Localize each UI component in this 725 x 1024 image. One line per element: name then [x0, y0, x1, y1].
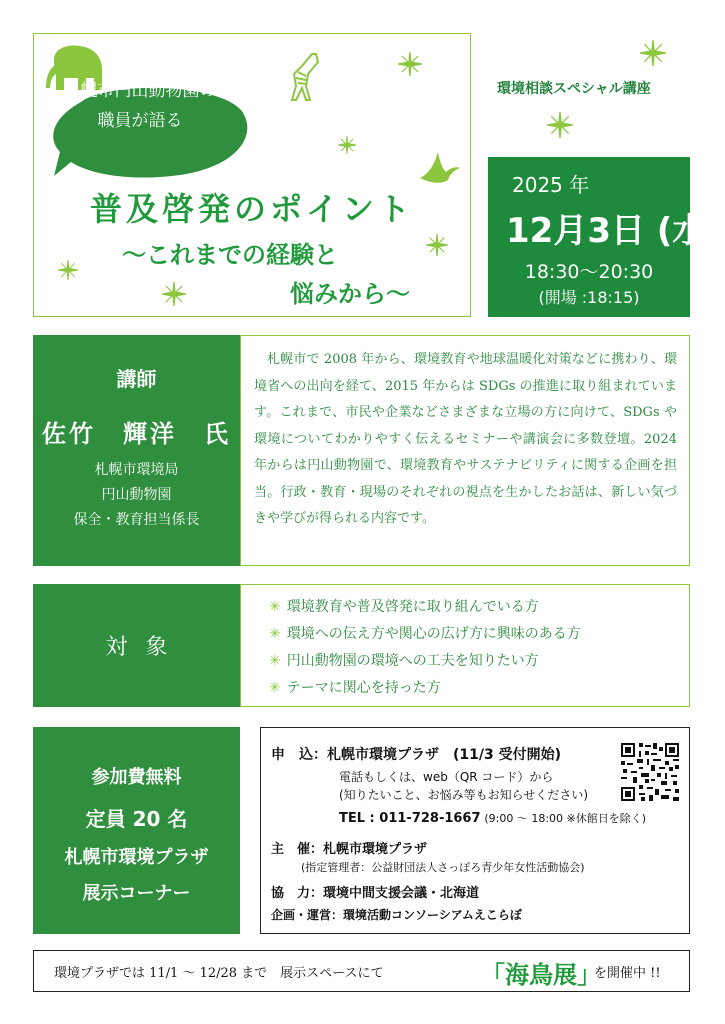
series-name: 環境相談スペシャル講座: [497, 81, 651, 97]
event-date: 12月3日 (水): [506, 211, 722, 251]
sparkle-icon: [547, 112, 573, 138]
lecturer-affiliation: 札幌市環境局: [94, 462, 179, 478]
list-item: [269, 675, 689, 702]
bubble-line-2: 職員が語る: [97, 111, 183, 131]
event-title: 普及啓発のポイント: [90, 190, 415, 228]
list-item: [269, 648, 689, 675]
tel-line: [339, 810, 646, 826]
coop-org: 環境中間支援会議・北海道: [323, 886, 480, 901]
fee-text: 参加費無料: [91, 767, 182, 788]
event-time: 18:30〜20:30: [524, 261, 654, 283]
target-item: 環境教育や普及啓発に取り組んでいる方: [286, 599, 539, 615]
planning-line: 企画・運営：環境活動コンソーシアムえこらぼ: [271, 908, 522, 922]
lecturer-affiliation: 保全・教育担当係長: [73, 512, 200, 528]
tel-hours: (9:00 〜 18:00 ※休館日を除く): [484, 812, 647, 825]
zebra-icon: [286, 52, 326, 102]
host-note: (指定管理者：公益財団法人さっぽろ青少年女性活動協会): [301, 861, 585, 874]
lecturer-panel: [33, 335, 240, 566]
target-panel: [33, 584, 240, 707]
lecturer-bio-box: [240, 335, 690, 566]
lecturer-affiliation: 円山動物園: [101, 487, 172, 503]
lecturer-role: 講師: [116, 367, 157, 391]
host-org: 札幌市環境プラザ: [323, 842, 428, 857]
sparkle-icon: ✳: [269, 653, 281, 669]
sparkle-icon: [162, 282, 186, 306]
info-panel: [33, 727, 240, 934]
target-item: テーマに関心を持った方: [286, 680, 441, 696]
venue-text: 札幌市環境プラザ: [64, 847, 209, 868]
banner-text: 環境プラザでは 11/1 〜 12/28 まで 展示スペースにて: [54, 966, 384, 981]
sparkle-icon: ✳: [269, 626, 281, 642]
event-subtitle-line-1: 〜これまでの経験と: [122, 240, 338, 269]
target-item: 環境への伝え方や関心の広げ方に興味のある方: [286, 626, 581, 642]
banner-end: を開催中 !!: [594, 966, 661, 981]
capacity-text: 定員 20 名: [85, 807, 188, 831]
sparkle-icon: [640, 40, 666, 66]
qr-code[interactable]: [621, 743, 679, 801]
lecturer-bio: 札幌市で 2008 年から、環境教育や地球温暖化対策などに携わり、環境省への出向を経て、2015 年からは SDGs の推進に取り組まれています。これまで、市民や企業などさまざまな立場の方に向けて、SDGs や環境についてわかりやすく伝えるセミナーや講演会に多数登壇。2024 年からは円山動物園で、環境教育やサステナビリティに関する企画を担当。行政・教育・現場のそれぞれの視点を生かしたお話は、新しい気づきや学びが得られる内容です。: [254, 352, 677, 526]
date-box: [488, 157, 722, 317]
door-open-time: (開場 :18:15): [538, 288, 640, 307]
host-line: [271, 838, 427, 857]
target-list: [240, 584, 690, 707]
list-item: [269, 621, 689, 648]
lecturer-name: 佐竹 輝洋 氏: [42, 419, 231, 448]
host-label: 主 催：: [271, 842, 324, 857]
coop-label: 協 力：: [271, 886, 324, 901]
venue-text: 展示コーナー: [82, 883, 191, 904]
sparkle-icon: ✳: [269, 599, 281, 615]
sparkle-icon: [338, 136, 356, 154]
apply-org: 札幌市環境プラザ (11/3 受付開始): [327, 747, 562, 763]
sparkle-icon: [58, 260, 78, 280]
event-subtitle-line-2: 悩みから〜: [290, 279, 410, 308]
tel-number: TEL : 011-728-1667: [339, 811, 481, 826]
bubble-line-1: 札幌市円山動物園の: [63, 81, 217, 101]
bubble-text: [50, 76, 230, 136]
apply-note: (知りたいこと、お悩み等もお知らせください): [339, 788, 589, 802]
target-label: 対象: [105, 635, 186, 660]
bird-icon: [416, 148, 462, 192]
target-item: 円山動物園の環境への工夫を知りたい方: [286, 653, 539, 669]
sparkle-icon: [426, 234, 448, 256]
apply-method: 電話もしくは、web（QR コード）から: [339, 770, 554, 784]
list-item: [269, 594, 689, 621]
hero-box: [33, 33, 471, 317]
sparkle-icon: ✳: [269, 680, 281, 696]
sparkle-icon: [398, 52, 422, 76]
coop-line: [271, 882, 479, 901]
apply-heading: [271, 744, 561, 764]
apply-label: 申 込：: [271, 747, 327, 763]
exhibit-name: 「海鳥展」: [481, 960, 601, 989]
exhibit-banner: [33, 950, 690, 992]
event-year: 2025 年: [512, 173, 590, 197]
